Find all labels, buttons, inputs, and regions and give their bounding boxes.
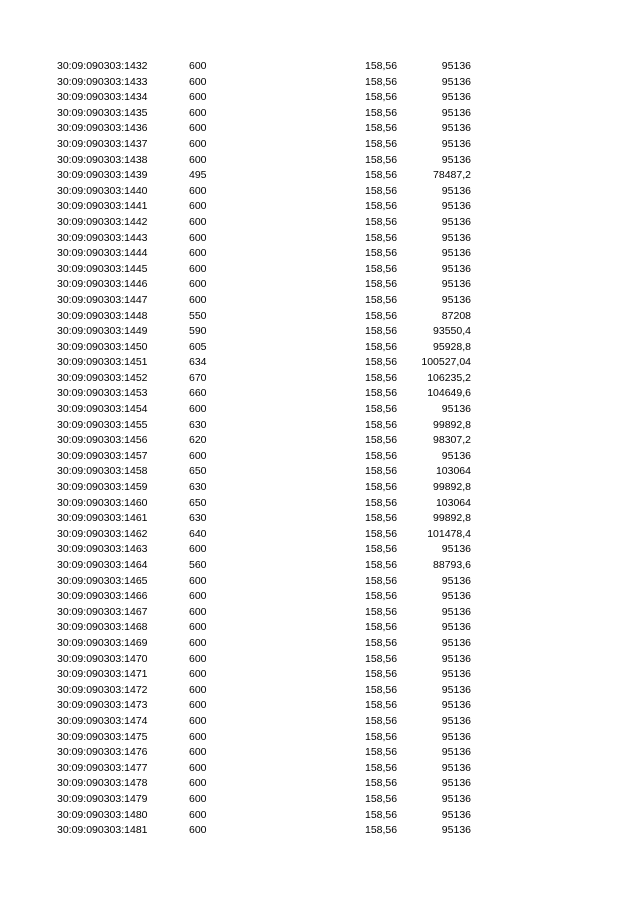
total-cell: 99892,8	[433, 512, 471, 525]
total-cell: 95136	[441, 403, 471, 416]
cadastral-number-cell: 30:09:090303:1453	[57, 387, 148, 400]
total-cell: 95136	[441, 590, 471, 603]
quantity-cell: 600	[189, 668, 207, 681]
cadastral-number-cell: 30:09:090303:1460	[57, 496, 148, 509]
total-cell: 95136	[441, 668, 471, 681]
quantity-cell: 620	[189, 434, 207, 447]
cadastral-number-cell: 30:09:090303:1475	[57, 730, 148, 743]
quantity-cell: 605	[189, 340, 207, 353]
rate-cell: 158,56	[365, 91, 398, 104]
table-row	[0, 418, 640, 434]
total-cell: 78487,2	[433, 169, 471, 182]
cadastral-number-cell: 30:09:090303:1432	[57, 60, 148, 72]
cadastral-number-cell: 30:09:090303:1442	[57, 215, 148, 228]
table-row	[0, 215, 640, 231]
total-cell: 95136	[441, 137, 471, 150]
total-cell: 95136	[441, 200, 471, 213]
rate-cell: 158,56	[365, 746, 398, 759]
rate-cell: 158,56	[365, 278, 398, 291]
rate-cell: 158,56	[365, 512, 398, 525]
cadastral-number-cell: 30:09:090303:1459	[57, 481, 148, 494]
rate-cell: 158,56	[365, 543, 398, 556]
total-cell: 95136	[441, 574, 471, 587]
cadastral-number-cell: 30:09:090303:1458	[57, 465, 148, 478]
table-row	[0, 449, 640, 465]
quantity-cell: 670	[189, 371, 207, 384]
quantity-cell: 600	[189, 293, 207, 306]
table-row	[0, 558, 640, 574]
table-row	[0, 761, 640, 777]
cadastral-number-cell: 30:09:090303:1471	[57, 668, 148, 681]
quantity-cell: 600	[189, 231, 207, 244]
rate-cell: 158,56	[365, 792, 398, 805]
cadastral-number-cell: 30:09:090303:1454	[57, 403, 148, 416]
total-cell: 95136	[441, 746, 471, 759]
table-row	[0, 620, 640, 636]
total-cell: 103064	[435, 465, 471, 478]
quantity-cell: 600	[189, 777, 207, 790]
total-cell: 87208	[441, 309, 471, 322]
total-cell: 100527,04	[421, 356, 471, 369]
total-cell: 95136	[441, 60, 471, 72]
quantity-cell: 600	[189, 122, 207, 135]
quantity-cell: 600	[189, 636, 207, 649]
table-row	[0, 776, 640, 792]
table-row	[0, 340, 640, 356]
table-row	[0, 386, 640, 402]
rate-cell: 158,56	[365, 137, 398, 150]
table-row	[0, 309, 640, 325]
quantity-cell: 600	[189, 605, 207, 618]
cadastral-number-cell: 30:09:090303:1455	[57, 418, 148, 431]
quantity-cell: 600	[189, 91, 207, 104]
total-cell: 95136	[441, 262, 471, 275]
cadastral-number-cell: 30:09:090303:1481	[57, 824, 148, 837]
rate-cell: 158,56	[365, 247, 398, 260]
cadastral-number-cell: 30:09:090303:1468	[57, 621, 148, 634]
table-row	[0, 90, 640, 106]
total-cell: 95136	[441, 714, 471, 727]
quantity-cell: 660	[189, 387, 207, 400]
total-cell: 95136	[441, 730, 471, 743]
quantity-cell: 640	[189, 527, 207, 540]
quantity-cell: 600	[189, 247, 207, 260]
quantity-cell: 600	[189, 106, 207, 119]
rate-cell: 158,56	[365, 371, 398, 384]
total-cell: 95136	[441, 293, 471, 306]
table-row	[0, 137, 640, 153]
rate-cell: 158,56	[365, 496, 398, 509]
total-cell: 95136	[441, 824, 471, 837]
rate-cell: 158,56	[365, 559, 398, 571]
cadastral-number-cell: 30:09:090303:1462	[57, 527, 148, 540]
cadastral-number-cell: 30:09:090303:1457	[57, 449, 148, 462]
table-row	[0, 402, 640, 418]
quantity-cell: 600	[189, 699, 207, 712]
rate-cell: 158,56	[365, 309, 398, 322]
table-row	[0, 59, 640, 75]
table-row	[0, 293, 640, 309]
rate-cell: 158,56	[365, 122, 398, 135]
cadastral-number-cell: 30:09:090303:1439	[57, 169, 148, 182]
table-row	[0, 698, 640, 714]
total-cell: 103064	[435, 496, 471, 509]
cadastral-number-cell: 30:09:090303:1443	[57, 231, 148, 244]
table-row	[0, 667, 640, 683]
cadastral-number-cell: 30:09:090303:1456	[57, 434, 148, 447]
table-row	[0, 792, 640, 808]
quantity-cell: 600	[189, 730, 207, 743]
table-row	[0, 355, 640, 371]
total-cell: 95136	[441, 636, 471, 649]
rate-cell: 158,56	[365, 106, 398, 119]
cadastral-number-cell: 30:09:090303:1473	[57, 699, 148, 712]
table-row	[0, 433, 640, 449]
table-row	[0, 75, 640, 91]
table-row	[0, 652, 640, 668]
rate-cell: 158,56	[365, 340, 398, 353]
cadastral-number-cell: 30:09:090303:1474	[57, 714, 148, 727]
rate-cell: 158,56	[365, 527, 398, 540]
total-cell: 95136	[441, 543, 471, 556]
cadastral-number-cell: 30:09:090303:1435	[57, 106, 148, 119]
rate-cell: 158,56	[365, 574, 398, 587]
data-table	[0, 59, 640, 839]
quantity-cell: 600	[189, 403, 207, 416]
table-row	[0, 683, 640, 699]
rate-cell: 158,56	[365, 683, 398, 696]
cadastral-number-cell: 30:09:090303:1447	[57, 293, 148, 306]
quantity-cell: 590	[189, 325, 207, 338]
table-row	[0, 730, 640, 746]
total-cell: 95136	[441, 605, 471, 618]
total-cell: 95136	[441, 184, 471, 197]
cadastral-number-cell: 30:09:090303:1480	[57, 808, 148, 821]
quantity-cell: 630	[189, 481, 207, 494]
table-row	[0, 106, 640, 122]
quantity-cell: 600	[189, 153, 207, 166]
table-row	[0, 574, 640, 590]
rate-cell: 158,56	[365, 403, 398, 416]
total-cell: 95136	[441, 106, 471, 119]
cadastral-number-cell: 30:09:090303:1441	[57, 200, 148, 213]
table-row	[0, 589, 640, 605]
table-row	[0, 527, 640, 543]
rate-cell: 158,56	[365, 777, 398, 790]
quantity-cell: 600	[189, 215, 207, 228]
rate-cell: 158,56	[365, 590, 398, 603]
table-row	[0, 745, 640, 761]
cadastral-number-cell: 30:09:090303:1476	[57, 746, 148, 759]
rate-cell: 158,56	[365, 730, 398, 743]
total-cell: 98307,2	[433, 434, 471, 447]
table-row	[0, 605, 640, 621]
quantity-cell: 495	[189, 169, 207, 182]
cadastral-number-cell: 30:09:090303:1438	[57, 153, 148, 166]
total-cell: 93550,4	[433, 325, 471, 338]
total-cell: 95136	[441, 683, 471, 696]
rate-cell: 158,56	[365, 449, 398, 462]
cadastral-number-cell: 30:09:090303:1433	[57, 75, 148, 88]
quantity-cell: 630	[189, 512, 207, 525]
rate-cell: 158,56	[365, 481, 398, 494]
rate-cell: 158,56	[365, 636, 398, 649]
table-row	[0, 496, 640, 512]
rate-cell: 158,56	[365, 761, 398, 774]
table-row	[0, 371, 640, 387]
quantity-cell: 600	[189, 808, 207, 821]
rate-cell: 158,56	[365, 387, 398, 400]
total-cell: 95136	[441, 777, 471, 790]
cadastral-number-cell: 30:09:090303:1477	[57, 761, 148, 774]
quantity-cell: 600	[189, 761, 207, 774]
quantity-cell: 600	[189, 590, 207, 603]
total-cell: 95136	[441, 153, 471, 166]
total-cell: 95136	[441, 75, 471, 88]
cadastral-number-cell: 30:09:090303:1448	[57, 309, 148, 322]
total-cell: 95136	[441, 449, 471, 462]
total-cell: 95136	[441, 652, 471, 665]
cadastral-number-cell: 30:09:090303:1464	[57, 559, 148, 571]
table-row	[0, 714, 640, 730]
rate-cell: 158,56	[365, 325, 398, 338]
rate-cell: 158,56	[365, 262, 398, 275]
quantity-cell: 650	[189, 465, 207, 478]
rate-cell: 158,56	[365, 714, 398, 727]
rate-cell: 158,56	[365, 169, 398, 182]
table-row	[0, 246, 640, 262]
cadastral-number-cell: 30:09:090303:1472	[57, 683, 148, 696]
total-cell: 95136	[441, 122, 471, 135]
total-cell: 88793,6	[433, 559, 471, 571]
table-row	[0, 121, 640, 137]
rate-cell: 158,56	[365, 153, 398, 166]
cadastral-number-cell: 30:09:090303:1446	[57, 278, 148, 291]
quantity-cell: 600	[189, 746, 207, 759]
quantity-cell: 650	[189, 496, 207, 509]
cadastral-number-cell: 30:09:090303:1452	[57, 371, 148, 384]
cadastral-number-cell: 30:09:090303:1467	[57, 605, 148, 618]
cadastral-number-cell: 30:09:090303:1444	[57, 247, 148, 260]
table-row	[0, 324, 640, 340]
cadastral-number-cell: 30:09:090303:1465	[57, 574, 148, 587]
table-row	[0, 153, 640, 169]
total-cell: 95136	[441, 278, 471, 291]
quantity-cell: 600	[189, 574, 207, 587]
rate-cell: 158,56	[365, 184, 398, 197]
cadastral-number-cell: 30:09:090303:1469	[57, 636, 148, 649]
quantity-cell: 600	[189, 714, 207, 727]
total-cell: 99892,8	[433, 481, 471, 494]
cadastral-number-cell: 30:09:090303:1463	[57, 543, 148, 556]
quantity-cell: 634	[189, 356, 207, 369]
rate-cell: 158,56	[365, 668, 398, 681]
quantity-cell: 600	[189, 137, 207, 150]
rate-cell: 158,56	[365, 621, 398, 634]
table-row	[0, 231, 640, 247]
rate-cell: 158,56	[365, 699, 398, 712]
rate-cell: 158,56	[365, 75, 398, 88]
total-cell: 95136	[441, 215, 471, 228]
total-cell: 101478,4	[427, 527, 471, 540]
cadastral-number-cell: 30:09:090303:1478	[57, 777, 148, 790]
rate-cell: 158,56	[365, 418, 398, 431]
quantity-cell: 600	[189, 184, 207, 197]
quantity-cell: 600	[189, 824, 207, 837]
quantity-cell: 630	[189, 418, 207, 431]
table-row	[0, 168, 640, 184]
table-row	[0, 808, 640, 824]
table-row	[0, 636, 640, 652]
cadastral-number-cell: 30:09:090303:1470	[57, 652, 148, 665]
quantity-cell: 600	[189, 75, 207, 88]
cadastral-number-cell: 30:09:090303:1449	[57, 325, 148, 338]
quantity-cell: 600	[189, 621, 207, 634]
cadastral-number-cell: 30:09:090303:1434	[57, 91, 148, 104]
cadastral-number-cell: 30:09:090303:1450	[57, 340, 148, 353]
table-row	[0, 199, 640, 215]
total-cell: 95136	[441, 792, 471, 805]
quantity-cell: 600	[189, 60, 207, 72]
quantity-cell: 600	[189, 449, 207, 462]
total-cell: 95136	[441, 808, 471, 821]
cadastral-number-cell: 30:09:090303:1479	[57, 792, 148, 805]
quantity-cell: 550	[189, 309, 207, 322]
quantity-cell: 600	[189, 792, 207, 805]
total-cell: 95928,8	[433, 340, 471, 353]
rate-cell: 158,56	[365, 808, 398, 821]
rate-cell: 158,56	[365, 465, 398, 478]
total-cell: 95136	[441, 621, 471, 634]
quantity-cell: 600	[189, 652, 207, 665]
cadastral-number-cell: 30:09:090303:1437	[57, 137, 148, 150]
cadastral-number-cell: 30:09:090303:1445	[57, 262, 148, 275]
table-row	[0, 262, 640, 278]
quantity-cell: 600	[189, 200, 207, 213]
table-row	[0, 480, 640, 496]
table-row	[0, 823, 640, 839]
rate-cell: 158,56	[365, 652, 398, 665]
cadastral-number-cell: 30:09:090303:1461	[57, 512, 148, 525]
table-row	[0, 184, 640, 200]
table-row	[0, 542, 640, 558]
rate-cell: 158,56	[365, 293, 398, 306]
quantity-cell: 560	[189, 559, 207, 571]
total-cell: 95136	[441, 91, 471, 104]
total-cell: 106235,2	[427, 371, 471, 384]
quantity-cell: 600	[189, 262, 207, 275]
table-row	[0, 511, 640, 527]
rate-cell: 158,56	[365, 356, 398, 369]
rate-cell: 158,56	[365, 231, 398, 244]
cadastral-number-cell: 30:09:090303:1451	[57, 356, 148, 369]
total-cell: 95136	[441, 231, 471, 244]
quantity-cell: 600	[189, 278, 207, 291]
quantity-cell: 600	[189, 683, 207, 696]
total-cell: 95136	[441, 699, 471, 712]
cadastral-number-cell: 30:09:090303:1436	[57, 122, 148, 135]
total-cell: 99892,8	[433, 418, 471, 431]
table-row	[0, 464, 640, 480]
rate-cell: 158,56	[365, 60, 398, 72]
rate-cell: 158,56	[365, 200, 398, 213]
rate-cell: 158,56	[365, 434, 398, 447]
rate-cell: 158,56	[365, 824, 398, 837]
rate-cell: 158,56	[365, 605, 398, 618]
table-row	[0, 277, 640, 293]
cadastral-number-cell: 30:09:090303:1440	[57, 184, 148, 197]
quantity-cell: 600	[189, 543, 207, 556]
total-cell: 95136	[441, 761, 471, 774]
cadastral-number-cell: 30:09:090303:1466	[57, 590, 148, 603]
total-cell: 95136	[441, 247, 471, 260]
rate-cell: 158,56	[365, 215, 398, 228]
total-cell: 104649,6	[427, 387, 471, 400]
